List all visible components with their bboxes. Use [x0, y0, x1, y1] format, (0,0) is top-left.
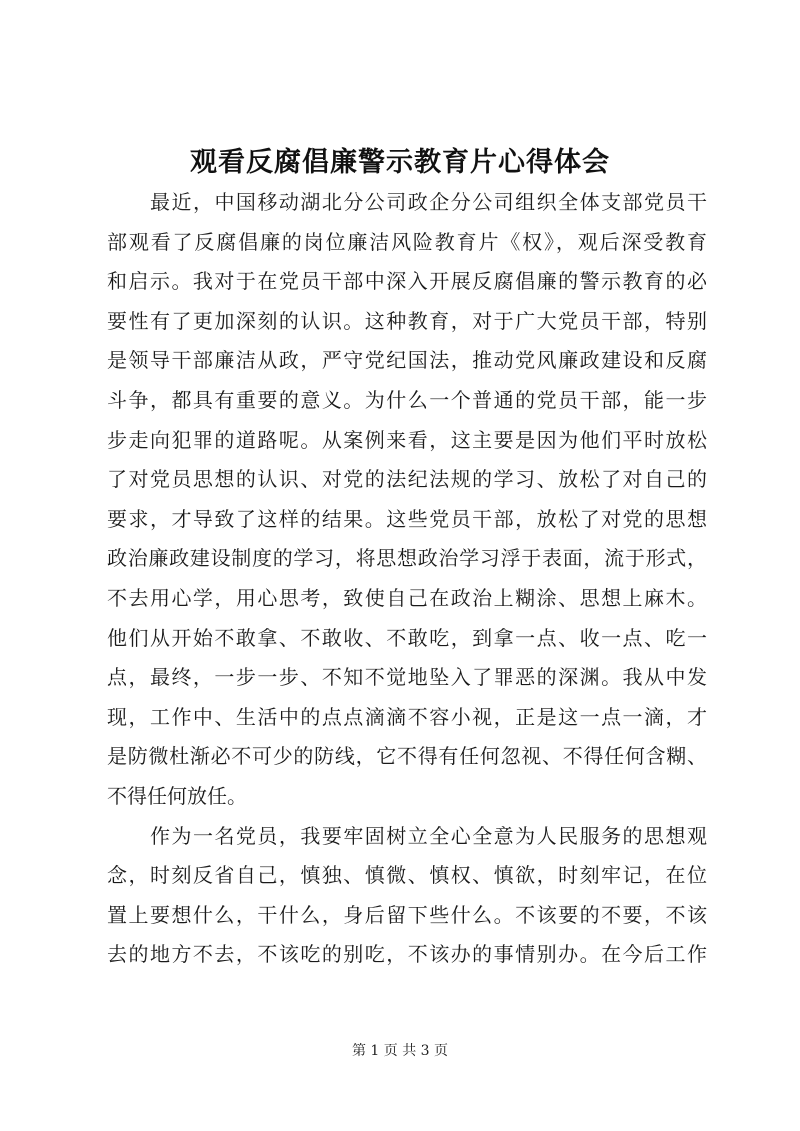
paragraph-line: 是领导干部廉洁从政，严守党纪国法，推动党风廉政建设和反腐 — [107, 348, 707, 373]
paragraph-line: 不去用心学，用心思考，致使自己在政治上糊涂、思想上麻木。 — [107, 585, 707, 610]
paragraph-line: 和启示。我对于在党员干部中深入开展反腐倡廉的警示教育的必 — [107, 269, 707, 294]
paragraph-line: 最近，中国移动湖北分公司政企分公司组织全体支部党员干 — [150, 190, 707, 214]
paragraph-line: 要性有了更加深刻的认识。这种教育，对于广大党员干部，特别 — [107, 308, 707, 333]
paragraph-line: 步走向犯罪的道路呢。从案例来看，这主要是因为他们平时放松 — [107, 427, 707, 452]
document-body — [107, 183, 707, 975]
paragraph-line: 念，时刻反省自己，慎独、慎微、慎权、慎欲，时刻牢记，在位 — [107, 863, 707, 888]
paragraph-line: 点，最终，一步一步、不知不觉地坠入了罪恶的深渊。我从中发 — [107, 665, 707, 690]
paragraph-line: 去的地方不去，不该吃的别吃，不该办的事情别办。在今后工作 — [107, 942, 707, 967]
paragraph-line: 他们从开始不敢拿、不敢收、不敢吃，到拿一点、收一点、吃一 — [107, 625, 707, 650]
paragraph-line: 不得任何放任。 — [107, 783, 247, 808]
document-title: 观看反腐倡廉警示教育片心得体会 — [190, 147, 610, 178]
paragraph-line: 现，工作中、生活中的点点滴滴不容小视，正是这一点一滴，才 — [107, 704, 707, 729]
paragraph-2 — [107, 817, 707, 975]
paragraph-line: 斗争，都具有重要的意义。为什么一个普通的党员干部，能一步 — [107, 387, 707, 412]
paragraph-line: 部观看了反腐倡廉的岗位廉洁风险教育片《权》，观后深受教育 — [107, 229, 707, 254]
page-footer — [0, 1040, 800, 1060]
paragraph-line: 置上要想什么，干什么，身后留下些什么。不该要的不要，不该 — [107, 902, 707, 927]
paragraph-line: 政治廉政建设制度的学习，将思想政治学习浮于表面，流于形式， — [107, 546, 707, 571]
paragraph-line: 要求，才导致了这样的结果。这些党员干部，放松了对党的思想 — [107, 506, 707, 531]
paragraph-line: 了对党员思想的认识、对党的法纪法规的学习、放松了对自己的 — [107, 467, 707, 492]
paragraph-line: 作为一名党员，我要牢固树立全心全意为人民服务的思想观 — [150, 823, 707, 848]
paragraph-line: 是防微杜渐必不可少的防线，它不得有任何忽视、不得任何含糊、 — [107, 744, 707, 769]
paragraph-1 — [107, 183, 707, 817]
page-number: 第 1 页 共 3 页 — [351, 1043, 449, 1059]
